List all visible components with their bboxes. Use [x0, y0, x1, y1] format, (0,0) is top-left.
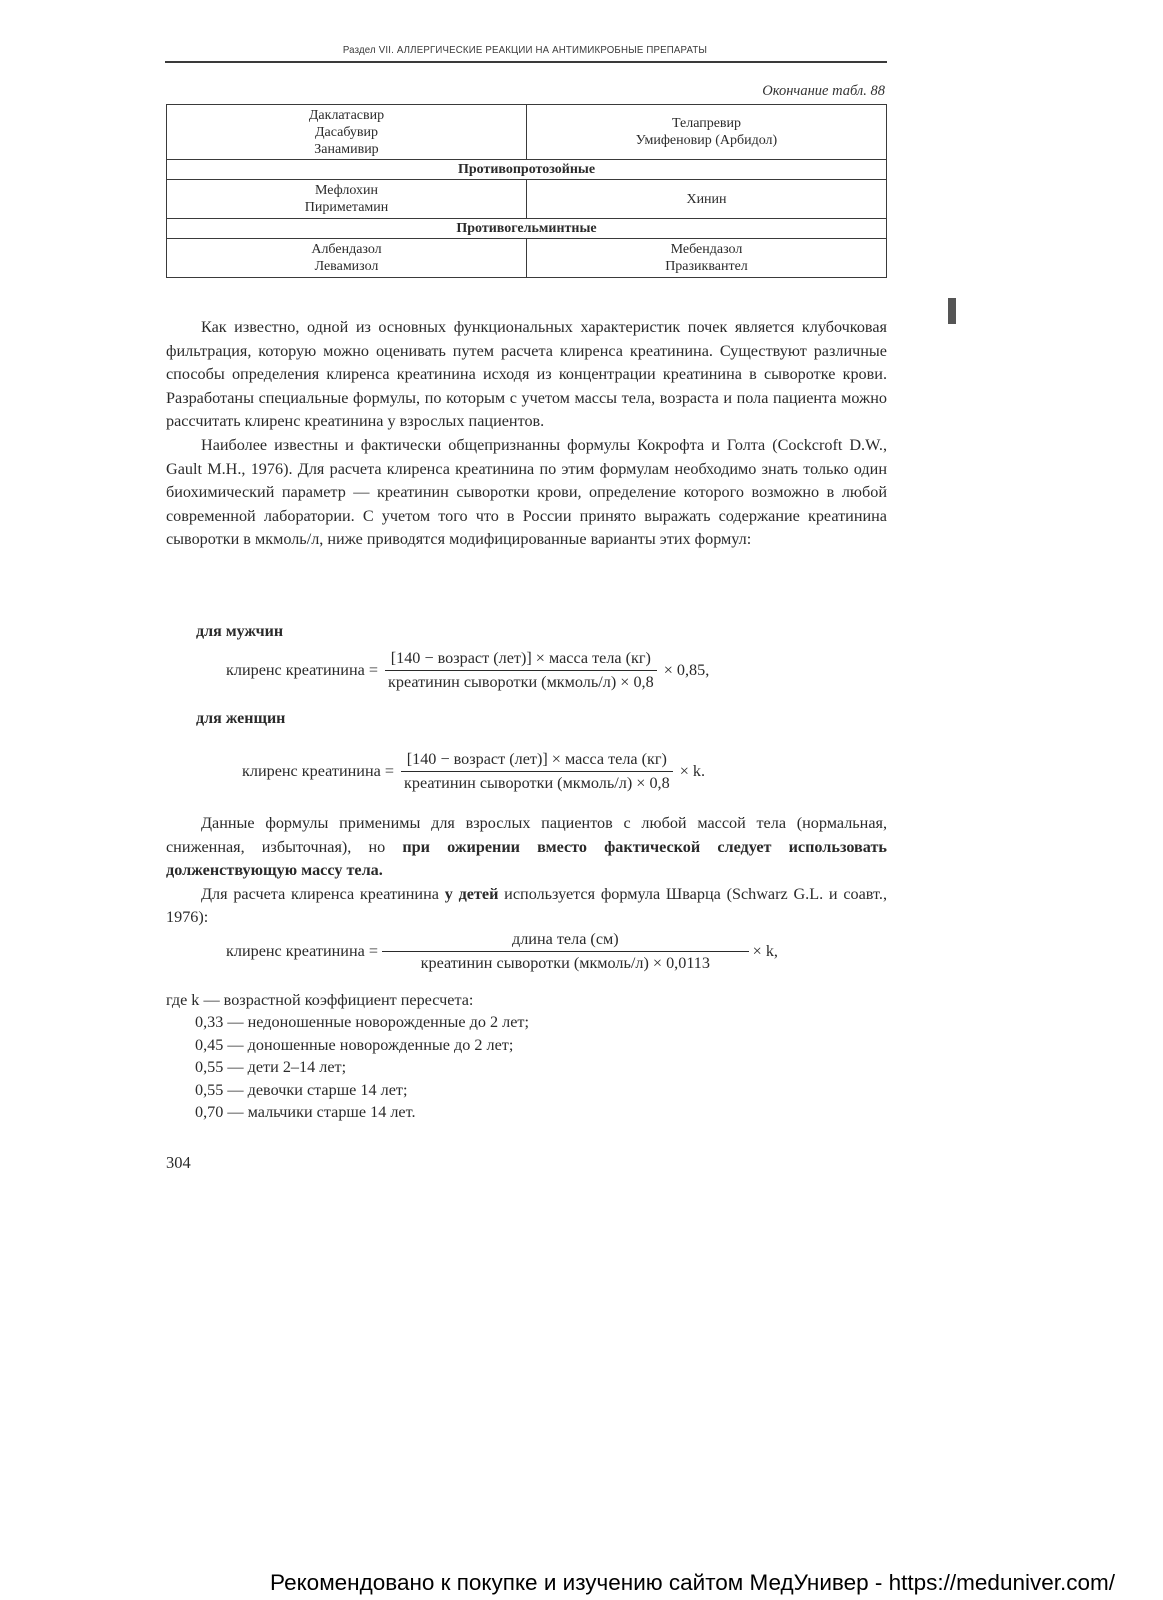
list-item: 0,55 — девочки старше 14 лет;: [195, 1080, 408, 1099]
list-item: 0,33 — недоношенные новорожденные до 2 лет;: [195, 1013, 529, 1032]
formula-label-women: для женщин: [196, 710, 286, 727]
table-row: [167, 239, 887, 278]
formula-numerator: длина тела (см): [382, 930, 749, 952]
table-cell-right: Телапревир Умифеновир (Арбидол): [527, 105, 887, 160]
paragraph-emphasis: при ожирении вместо фактической следует использовать долженствующую массу тела.: [166, 837, 887, 880]
formula-women: [242, 750, 705, 793]
formula-fraction: [382, 649, 660, 692]
table-row: [167, 105, 887, 160]
formula-fraction: [398, 750, 676, 793]
formula-fraction: [382, 930, 749, 973]
formula-lhs: клиренс креатинина =: [226, 942, 378, 960]
paragraph-emphasis: у детей: [444, 884, 499, 903]
formula-rhs: × k,: [752, 942, 778, 960]
table-cell-right: Мебендазол Празиквантел: [527, 239, 887, 278]
formula-denominator: креатинин сыворотки (мкмоль/л) × 0,8: [387, 673, 654, 691]
table-row: [167, 180, 887, 219]
paragraph: Как известно, одной из основных функциональных характеристик почек является клубочковая фильтрация, которую можно оценивать путем расчета клиренса креатинина. Существуют различные способы определения клиренса креатинина исходя из концентрации креатинина в сыворотке крови. Разработаны специальные формулы, по которым с учетом массы тела, возраста и пола пациента можно рассчитать клиренс креатинина у взрослых пациентов.: [166, 318, 887, 431]
table-group-label: Противопротозойные: [167, 160, 887, 180]
formula-rhs: × k.: [679, 762, 706, 780]
table-cell-left: Мефлохин Пириметамин: [167, 180, 527, 219]
coefficient-list: [166, 989, 887, 1123]
list-item: 0,45 — доношенные новорожденные до 2 лет;: [195, 1035, 514, 1054]
table-group-row: [167, 160, 887, 180]
paragraph: [166, 812, 887, 883]
header-rule: [165, 61, 887, 63]
footer-recommendation: Рекомендовано к покупке и изучению сайтом МедУнивер - https://meduniver.com/: [270, 1570, 1115, 1595]
list-item: 0,55 — дети 2–14 лет;: [195, 1058, 347, 1077]
paragraph: Наиболее известны и фактически общепризнанны формулы Кокрофта и Голта (Cockcroft D.W., Gault M.H., 1976). Для расчета клиренса креатинина по этим формулам необходимо знать только один биохимический параметр — креатинин сыворотки крови, определение которого возможно в любой современной лаборатории. С учетом того что в России принято выражать содержание креатинина сыворотки в мкмоль/л, ниже приводятся модифицированные варианты этих формул:: [166, 435, 887, 549]
scan-edge-mark: [948, 298, 956, 324]
body-text-block: [166, 812, 887, 930]
formula-children: [226, 930, 778, 973]
formula-denominator: креатинин сыворотки (мкмоль/л) × 0,0113: [420, 954, 710, 972]
formula-lhs: клиренс креатинина =: [226, 661, 378, 679]
formula-numerator: [140 − возраст (лет)] × масса тела (кг): [385, 649, 657, 671]
table-cell-left: Албендазол Левамизол: [167, 239, 527, 278]
table-cell-right: Хинин: [527, 180, 887, 219]
formula-denominator: креатинин сыворотки (мкмоль/л) × 0,8: [403, 774, 670, 792]
formula-lhs: клиренс креатинина =: [242, 762, 394, 780]
body-text-block: [166, 316, 887, 552]
drug-table: [166, 104, 887, 278]
coefficient-intro: где k — возрастной коэффициент пересчета:: [166, 991, 474, 1009]
formula-label-men: для мужчин: [196, 623, 284, 640]
list-item: 0,70 — мальчики старше 14 лет.: [195, 1103, 416, 1122]
formula-men: [226, 649, 709, 692]
formula-rhs: × 0,85,: [663, 661, 710, 679]
table-group-label: Противогельминтные: [167, 219, 887, 239]
formula-numerator: [140 − возраст (лет)] × масса тела (кг): [401, 750, 673, 772]
running-header: Раздел VII. АЛЛЕРГИЧЕСКИЕ РЕАКЦИИ НА АНТИМИКРОБНЫЕ ПРЕПАРАТЫ: [342, 44, 708, 56]
paragraph-text: используется формула Шварца (Schwarz G.L. и соавт., 1976):: [166, 884, 887, 927]
table-cell-left: Даклатасвир Дасабувир Занамивир: [167, 105, 527, 160]
page-number: 304: [166, 1153, 191, 1172]
paragraph: [166, 883, 887, 930]
table-caption: Окончание табл. 88: [762, 83, 885, 99]
paragraph-text: Для расчета клиренса креатинина: [201, 884, 445, 903]
paragraph-text: Данные формулы применимы для взрослых пациентов с любой массой тела (нормальная, сниженная, избыточная), но: [166, 814, 887, 856]
table-group-row: [167, 219, 887, 239]
